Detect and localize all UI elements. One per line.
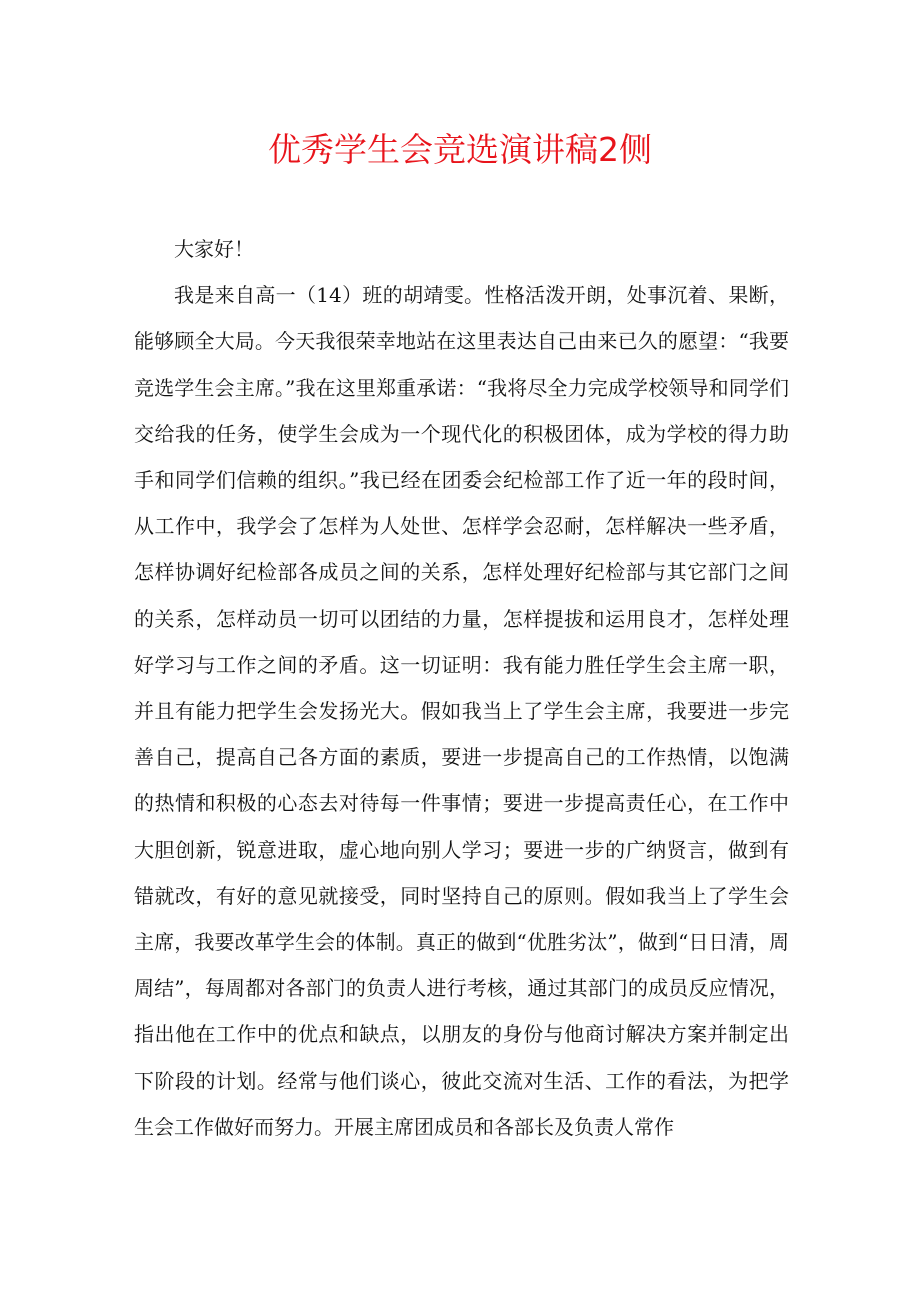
document-body — [134, 226, 789, 1150]
document-title: 优秀学生会竞选演讲稿2侧 — [268, 130, 652, 169]
greeting-paragraph: 大家好！ — [174, 237, 254, 261]
body-paragraph: 我是来自高一（14）班的胡靖雯。性格活泼开朗，处事沉着、果断，能够顾全大局。今天我很荣幸地站在这里表达自己由来已久的愿望：“我要竞选学生会主席。”我在这里郑重承诺：“我将尽全力完成学校领导和同学们交给我的任务，使学生会成为一个现代化的积极团体，成为学校的得力助手和同学们信赖的组织。”我已经在团委会纪检部工作了近一年的段时间，从工作中，我学会了怎样为人处世、怎样学会忍耐，怎样解决一些矛盾，怎样协调好纪检部各成员之间的关系，怎样处理好纪检部与其它部门之间的关系，怎样动员一切可以团结的力量，怎样提拔和运用良才，怎样处理好学习与工作之间的矛盾。这一切证明：我有能力胜任学生会主席一职，并且有能力把学生会发扬光大。假如我当上了学生会主席，我要进一步完善自己，提高自己各方面的素质，要进一步提高自己的工作热情，以饱满的热情和积极的心态去对待每一件事情；要进一步提高责任心，在工作中大胆创新，锐意进取，虚心地向别人学习；要进一步的广纳贤言，做到有错就改，有好的意见就接受，同时坚持自己的原则。假如我当上了学生会主席，我要改革学生会的体制。真正的做到“优胜劣汰”，做到“日日清，周周结”，每周都对各部门的负责人进行考核，通过其部门的成员反应情况，指出他在工作中的优点和缺点，以朋友的身份与他商讨解决方案并制定出下阶段的计划。经常与他们谈心，彼此交流对生活、工作的看法，为把学生会工作做好而努力。开展主席团成员和各部长及负责人常作 — [134, 283, 789, 1139]
